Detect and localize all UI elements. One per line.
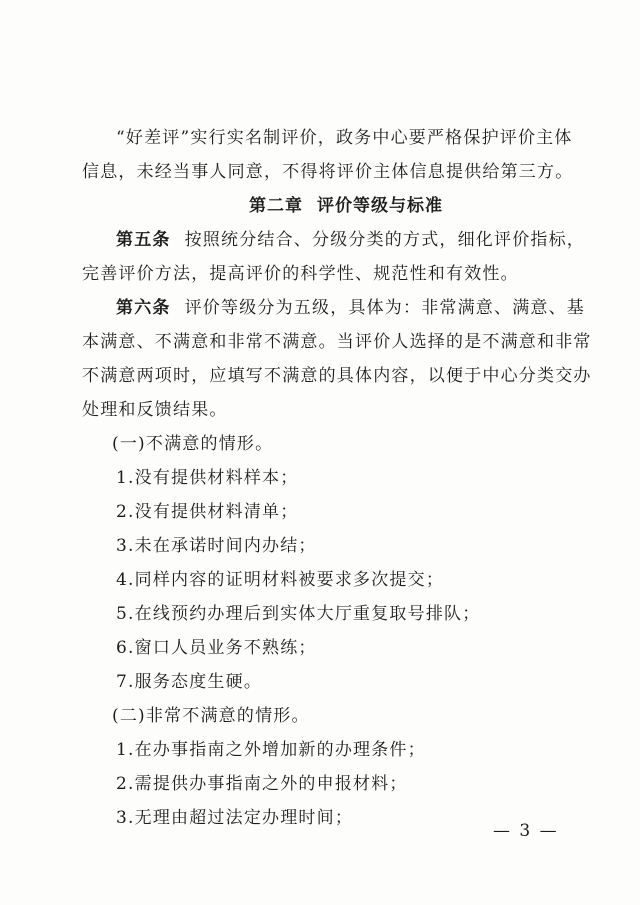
list-item: 2.需提供办事指南之外的申报材料； bbox=[116, 774, 408, 794]
chapter-title: 评价等级与标准 bbox=[317, 196, 443, 216]
article-6-label: 第六条 bbox=[116, 298, 171, 318]
list-item: 6.窗口人员业务不熟练； bbox=[116, 638, 317, 658]
article-6-line bbox=[116, 296, 585, 320]
article-6-line: 本满意、不满意和非常不满意。当评价人选择的是不满意和非常 bbox=[82, 332, 592, 352]
list-item: 7.服务态度生硬。 bbox=[116, 672, 263, 692]
list-item: 1.在办事指南之外增加新的办理条件； bbox=[116, 740, 426, 760]
article-6-line: 不满意两项时，应填写不满意的具体内容，以便于中心分类交办 bbox=[82, 366, 592, 386]
article-5-line: 完善评价方法，提高评价的科学性、规范性和有效性。 bbox=[82, 264, 519, 284]
paragraph-line: 信息，未经当事人同意，不得将评价主体信息提供给第三方。 bbox=[82, 162, 574, 182]
paragraph-line: “好差评”实行实名制评价，政务中心要严格保护评价主体 bbox=[116, 128, 573, 148]
list-item: 3.无理由超过法定办理时间； bbox=[116, 808, 354, 828]
article-5-label: 第五条 bbox=[116, 230, 171, 250]
section-heading: (二)非常不满意的情形。 bbox=[112, 706, 310, 726]
list-item: 5.在线预约办理后到实体大厅重复取号排队； bbox=[116, 604, 481, 624]
list-item: 4.同样内容的证明材料被要求多次提交； bbox=[116, 570, 445, 590]
section-heading: (一)不满意的情形。 bbox=[112, 434, 274, 454]
article-5-line bbox=[116, 228, 585, 252]
list-item: 2.没有提供材料清单； bbox=[116, 502, 299, 522]
list-item: 3.未在承诺时间内办结； bbox=[116, 536, 317, 556]
page-number: — 3 — bbox=[493, 821, 559, 841]
article-5-text: 按照统分结合、分级分类的方式，细化评价指标， bbox=[184, 230, 586, 250]
chapter-heading bbox=[249, 194, 443, 218]
article-6-text: 评价等级分为五级，具体为：非常满意、满意、基 bbox=[184, 298, 586, 318]
chapter-number: 第二章 bbox=[249, 196, 303, 216]
list-item: 1.没有提供材料样本； bbox=[116, 468, 299, 488]
article-6-line: 处理和反馈结果。 bbox=[82, 400, 228, 420]
